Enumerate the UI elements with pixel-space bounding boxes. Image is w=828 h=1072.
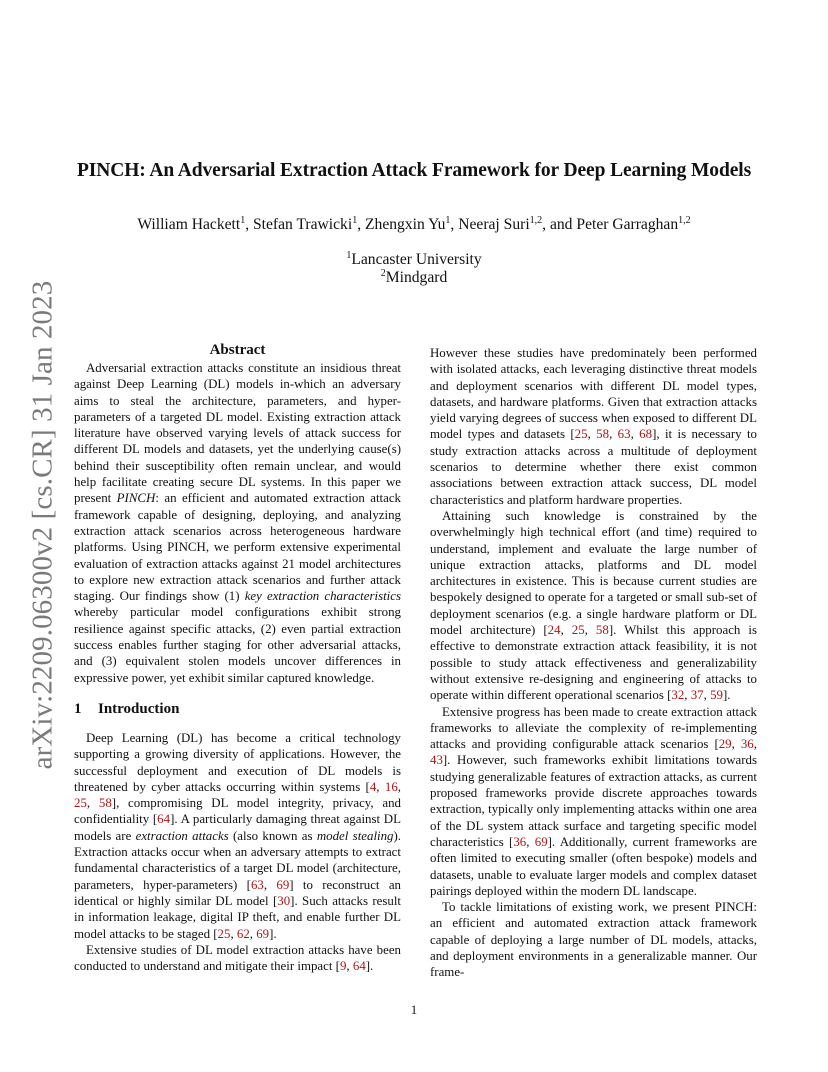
author-list: William Hackett$^1$, Stefan Trawicki$^1$, Zhengxin Yu$^1$, Neeraj Suri$^{1,2}$, and Peter Garraghan$^{1,2}$ <box>137 214 691 233</box>
citation-link[interactable]: 63 <box>250 877 264 892</box>
author-name: William Hackett <box>137 216 241 233</box>
citation-link[interactable]: 58 <box>596 427 610 442</box>
paper-title: PINCH: An Adversarial Extraction Attack Framework for Deep Learning Models <box>76 160 752 181</box>
citation-link[interactable]: 64 <box>352 959 366 974</box>
citation-link[interactable]: 36 <box>740 737 754 752</box>
citation-link[interactable]: 25 <box>74 796 87 811</box>
author-affiliation-mark: 1 <box>352 214 358 226</box>
page-number: 1 <box>410 1003 418 1017</box>
author-affiliation-mark: 1 <box>240 214 246 226</box>
author-affiliation-mark: 1 <box>445 214 451 226</box>
body-paragraph: Extensive progress has been made to create extraction attack frameworks to alleviate the complexity of re-implementing attacks and providing configurable attack scenarios [29, 36, 43]. However, such frameworks exhibit limitations towards studying generalizable features of extraction attacks, as current proposed frameworks provide discrete approaches towards extraction, typically only implementing attacks within one area of the DL system attack surface and targeting specific model characteristics [36, 69]. Additionally, current frameworks are often limited to executing smaller (often bespoke) models and datasets, unable to evaluate larger models and complex dataset pairings deployed within the modern DL landscape. <box>430 704 758 898</box>
citation-link[interactable]: 25 <box>571 623 585 638</box>
affiliation-1 <box>0 251 828 269</box>
emphasis-text: model stealing <box>316 828 394 843</box>
citation-link[interactable]: 68 <box>639 427 653 442</box>
abstract-heading: Abstract <box>209 342 266 358</box>
citation-link[interactable]: 59 <box>710 688 723 703</box>
author-name: Stefan Trawicki <box>253 216 353 233</box>
citation-link[interactable]: 16 <box>384 779 398 794</box>
citation-link[interactable]: 69 <box>256 926 270 941</box>
citation-link[interactable]: 29 <box>718 737 732 752</box>
emphasis-text: extraction attacks <box>135 828 229 843</box>
affiliation-2 <box>0 269 828 287</box>
citation-link[interactable]: 69 <box>276 877 290 892</box>
citation-link[interactable]: 25 <box>217 926 231 941</box>
affiliation-mark: 2 <box>380 267 386 279</box>
abstract-block <box>74 341 401 974</box>
affiliation-mark: 1 <box>346 249 352 261</box>
citation-link[interactable]: 58 <box>98 796 112 811</box>
body-paragraph: Extensive studies of DL model extraction attacks have been conducted to understand and mitigate their impact [9, 64]. <box>74 942 401 974</box>
body-paragraph: Deep Learning (DL) has become a critical technology supporting a growing diversity of applications. However, the successful deployment and execution of DL models is threatened by cyber attacks occurring within systems [4, 16, 25, 58], compromising DL model integrity, privacy, and confidentiality [64]. A particularly damaging threat against DL models are extraction attacks (also known as model stealing). Extraction attacks occur when an adversary attempts to extract fundamental characteristics of a target DL model (architecture, parameters, hyper-parameters) [63, 69] to reconstruct an identical or highly similar DL model [30]. Such attacks result in information leakage, digital IP theft, and enable further DL model attacks to be staged [25, 62, 69]. <box>74 730 402 941</box>
body-paragraph: However these studies have predominately been performed with isolated attacks, each leveraging distinctive threat models and deployment scenarios with different DL model types, datasets, and hardware platforms. Given that extraction attacks yield varying degrees of success when exposed to different DL model types and datasets [25, 58, 63, 68], it is necessary to study extraction attacks across a multitude of deployment scenarios to determine whether there exist common associations between extraction attack success, DL model characteristics and platform hardware properties. <box>430 346 757 507</box>
author-name: Neeraj Suri <box>458 216 530 233</box>
citation-link[interactable]: 4 <box>369 779 377 794</box>
citation-link[interactable]: 63 <box>617 427 631 442</box>
affiliation-name: Mindgard <box>385 269 448 286</box>
citation-link[interactable]: 24 <box>547 623 561 638</box>
body-paragraph: To tackle limitations of existing work, we present PINCH: an efficient and automated extraction attack framework capable of deploying a large number of DL models, attacks, and deployment environments in a generalizable manner. Our frame- <box>430 900 757 980</box>
citation-link[interactable]: 58 <box>595 623 609 638</box>
section-number: 1 <box>74 700 82 717</box>
citation-link[interactable]: 62 <box>236 926 250 941</box>
author-name: Peter Garraghan <box>576 216 679 233</box>
citation-link[interactable]: 37 <box>690 688 704 703</box>
arxiv-side-stamp: arXiv:2209.06300v2 [cs.CR] 31 Jan 2023 <box>26 280 59 770</box>
citation-link[interactable]: 43 <box>430 753 443 768</box>
citation-link[interactable]: 36 <box>513 834 527 849</box>
citation-link[interactable]: 32 <box>671 688 685 703</box>
citation-link[interactable]: 25 <box>574 427 588 442</box>
citation-link[interactable]: 69 <box>534 834 548 849</box>
citation-link[interactable]: 9 <box>339 959 347 974</box>
section-heading <box>74 700 401 718</box>
affiliation-name: Lancaster University <box>351 251 482 268</box>
emphasis-text: key extraction characteristics <box>244 589 401 604</box>
author-affiliation-mark: 1,2 <box>529 214 543 226</box>
author-affiliation-mark: 1,2 <box>678 214 691 226</box>
body-paragraph: Adversarial extraction attacks constitute an insidious threat against Deep Learning (DL) models in-which an adversary aims to steal the architecture, parameters, and hyper-parameters of a targeted DL model. Existing extraction attack literature have observed varying levels of attack success for different DL models and datasets, yet the underlying cause(s) behind their susceptibility often remain unclear, and would help facilitate creating secure DL systems. In this paper we present PINCH: an efficient and automated extraction attack framework capable of designing, deploying, and analyzing extraction attack scenarios across heterogeneous hardware platforms. Using PINCH, we perform extensive experimental evaluation of extraction attacks against 21 model architectures to explore new extraction attack scenarios and further attack staging. Our findings show (1) key extraction characteristics whereby particular model configurations exhibit strong resilience against specific attacks, (2) even partial extraction success enables further staging for other adversarial attacks, and (3) equivalent stolen models uncover differences in expressive power, yet exhibit similar captured knowledge. <box>74 361 401 685</box>
left-column <box>74 360 401 974</box>
body-paragraph: Attaining such knowledge is constrained by the overwhelmingly high technical effort (and time) required to understand, implement and evaluate the large number of unique extraction attacks, platforms and DL model architectures in existence. This is because current studies are bespokely designed to operate for a targeted or small sub-set of deployment scenarios (e.g. a single hardware platform or DL model architecture) [24, 25, 58]. Whilst this approach is effective to demonstrate extraction attack feasibility, it is not possible to study attack effectiveness and generalizability without extensive re-designing and engineering of attacks to operate within different operational scenarios [32, 37, 59]. <box>430 508 757 703</box>
author-name: Zhengxin Yu <box>365 216 446 233</box>
section-title: Introduction <box>98 700 180 717</box>
emphasis-text: PINCH <box>116 491 156 506</box>
right-column <box>430 345 757 981</box>
citation-link[interactable]: 64 <box>157 812 171 827</box>
citation-link[interactable]: 30 <box>277 893 291 908</box>
